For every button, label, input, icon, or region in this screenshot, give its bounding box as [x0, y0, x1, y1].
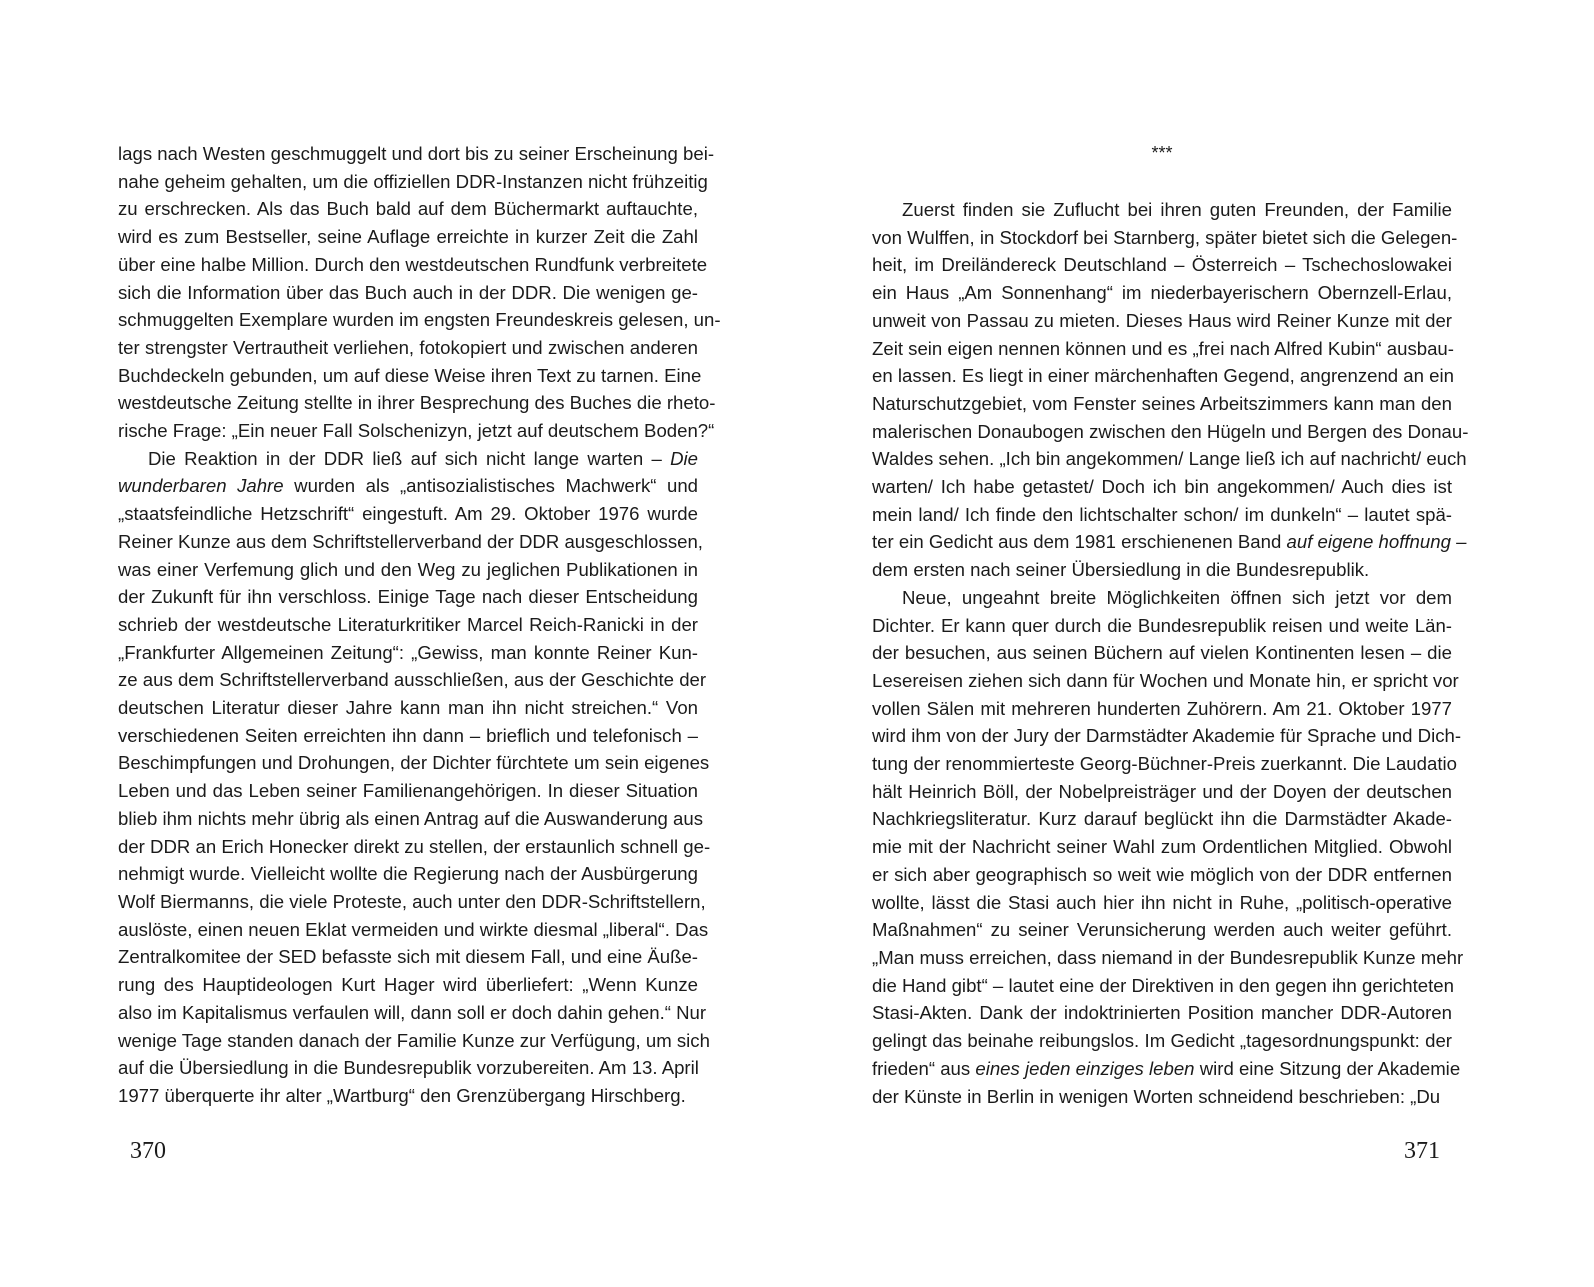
text-line: auslöste, einen neuen Eklat vermeiden und wirkte diesmal „liberal“. Das [118, 918, 709, 940]
text-line: Zuerst finden sie Zuflucht bei ihren guten Freunden, der Familie [902, 199, 1452, 220]
text-line: Leben und das Leben seiner Familienangehörigen. In dieser Situation [118, 780, 698, 802]
text-line: wird ihm von der Jury der Darmstädter Akademie für Sprache und Dich- [872, 725, 1462, 747]
text-line: gelingt das beinahe reibungslos. Im Gedicht „tagesordnungspunkt: der [872, 1030, 1452, 1052]
italic-title: auf eigene hoffnung [1286, 531, 1451, 553]
text-line: Naturschutzgebiet, vom Fenster seines Arbeitszimmers kann man den [872, 392, 1452, 414]
text-line: Zentralkomitee der SED befasste sich mit diesem Fall, und eine Äuße- [118, 946, 698, 968]
text-line: rische Frage: „Ein neuer Fall Solschenizyn, jetzt auf deutschem Boden?“ [118, 420, 715, 442]
text-line: Lesereisen ziehen sich dann für Wochen und Monate hin, er spricht vor [872, 669, 1459, 691]
text-line: Stasi-Akten. Dank der indoktrinierten Position mancher DDR-Autoren [872, 1002, 1452, 1024]
text-line: westdeutsche Zeitung stellte in ihrer Besprechung des Buches die rheto- [118, 392, 716, 414]
italic-title: wunderbaren Jahre [118, 475, 284, 497]
text-line: deutschen Literatur dieser Jahre kann man ihn nicht streichen.“ Von [118, 697, 698, 719]
text-line: „Man muss erreichen, dass niemand in der Bundesrepublik Kunze mehr [872, 946, 1464, 968]
text-line: mie mit der Nachricht seiner Wahl zum Ordentlichen Mitglied. Obwohl [872, 836, 1452, 858]
text-line: blieb ihm nichts mehr übrig als einen Antrag auf die Auswanderung aus [118, 807, 704, 829]
text-line: dem ersten nach seiner Übersiedlung in die Bundesrepublik. [872, 559, 1370, 581]
text-line: Beschimpfungen und Drohungen, der Dichter fürchtete um sein eigenes [118, 752, 710, 774]
paragraph [118, 445, 711, 1110]
text-line: über eine halbe Million. Durch den westdeutschen Rundfunk verbreitete [118, 253, 708, 275]
text-line: sich die Information über das Buch auch in der DDR. Die wenigen ge- [118, 281, 698, 303]
text-line: Die Reaktion in der DDR ließ auf sich nicht lange warten – Die [148, 447, 698, 469]
text-line: unweit von Passau zu mieten. Dieses Haus wird Reiner Kunze mit der [872, 309, 1452, 331]
right-page-text [872, 196, 1469, 1110]
text-line: Reiner Kunze aus dem Schriftstellerverband der DDR ausgeschlossen, [118, 530, 703, 552]
text-line: Neue, ungeahnt breite Möglichkeiten öffnen sich jetzt vor dem [902, 586, 1452, 608]
paragraph [872, 196, 1469, 584]
text-line: Waldes sehen. „Ich bin angekommen/ Lange ließ ich auf nachricht/ euch [872, 448, 1467, 470]
text-line: der Künste in Berlin in wenigen Worten schneidend beschrieben: „Du [872, 1085, 1441, 1107]
text-line: nehmigt wurde. Vielleicht wollte die Regierung nach der Ausbürgerung [118, 863, 698, 885]
left-page-text [118, 140, 721, 1110]
text-line: en lassen. Es liegt in einer märchenhaften Gegend, angrenzend an ein [872, 365, 1454, 387]
text-line: hält Heinrich Böll, der Nobelpreisträger und der Doyen der deutschen [872, 780, 1452, 802]
text-line: mein land/ Ich finde den lichtschalter schon/ im dunkeln“ – lautet spä- [872, 503, 1452, 525]
text-line: auf die Übersiedlung in die Bundesrepublik vorzubereiten. Am 13. April [118, 1057, 699, 1079]
text-line: Maßnahmen“ zu seiner Verunsicherung werden auch weiter geführt. [872, 919, 1452, 941]
right-page [797, 0, 1594, 1287]
text-line: zu erschrecken. Als das Buch bald auf dem Büchermarkt auftauchte, [118, 198, 698, 220]
italic-title: eines jeden einziges leben [975, 1057, 1195, 1079]
text-line: ze aus dem Schriftstellerverband ausschließen, aus der Geschichte der [118, 669, 707, 691]
text-line: der DDR an Erich Honecker direkt zu stellen, der erstaunlich schnell ge- [118, 835, 711, 857]
text-line: Nachkriegsliteratur. Kurz darauf beglückt ihn die Darmstädter Akade- [872, 808, 1452, 830]
text-line: frieden“ aus eines jeden einziges leben wird eine Sitzung der Akademie [872, 1057, 1461, 1079]
section-break-ornament: *** [1151, 143, 1173, 163]
left-page-number: 370 [130, 1138, 166, 1164]
text-line: die Hand gibt“ – lautet eine der Direktiven in den gegen ihn gerichteten [872, 974, 1454, 996]
text-line: er sich aber geographisch so weit wie möglich von der DDR entfernen [872, 863, 1452, 885]
text-line: „staatsfeindliche Hetzschrift“ eingestuft. Am 29. Oktober 1976 wurde [118, 503, 698, 525]
text-line: „Frankfurter Allgemeinen Zeitung“: „Gewiss, man konnte Reiner Kun- [118, 641, 698, 663]
text-line: malerischen Donaubogen zwischen den Hügeln und Bergen des Donau- [872, 420, 1469, 442]
text-line: 1977 überquerte ihr alter „Wartburg“ den Grenzübergang Hirschberg. [118, 1084, 686, 1106]
text-line: wunderbaren Jahre wurden als „antisozialistisches Machwerk“ und [118, 475, 698, 497]
text-line: lags nach Westen geschmuggelt und dort bis zu seiner Erscheinung bei- [118, 143, 715, 164]
text-line: warten/ Ich habe getastet/ Doch ich bin angekommen/ Auch dies ist [872, 476, 1452, 498]
text-line: der besuchen, aus seinen Büchern auf vielen Kontinenten lesen – die [872, 642, 1452, 664]
text-line: wird es zum Bestseller, seine Auflage erreichte in kurzer Zeit die Zahl [118, 226, 698, 248]
text-line: rung des Hauptideologen Kurt Hager wird überliefert: „Wenn Kunze [118, 974, 698, 996]
paragraph [872, 584, 1464, 1110]
text-line: schrieb der westdeutsche Literaturkritiker Marcel Reich-Ranicki in der [118, 613, 698, 635]
text-line: wenige Tage standen danach der Familie Kunze zur Verfügung, um sich [118, 1029, 710, 1051]
text-line: ter ein Gedicht aus dem 1981 erschienenen Band auf eigene hoffnung – [872, 531, 1467, 553]
text-line: Zeit sein eigen nennen können und es „frei nach Alfred Kubin“ ausbau- [872, 337, 1454, 359]
text-line: Buchdeckeln gebunden, um auf diese Weise ihren Text zu tarnen. Eine [118, 364, 702, 386]
text-line: schmuggelten Exemplare wurden im engsten Freundeskreis gelesen, un- [118, 309, 721, 331]
text-line: Wolf Biermanns, die viele Proteste, auch unter den DDR-Schriftstellern, [118, 890, 706, 912]
text-line: der Zukunft für ihn verschloss. Einige Tage nach dieser Entscheidung [118, 586, 698, 608]
text-line: also im Kapitalismus verfaulen will, dann soll er doch dahin gehen.“ Nur [118, 1001, 707, 1023]
text-line: ter strengster Vertrautheit verliehen, fotokopiert und zwischen anderen [118, 336, 698, 358]
text-line: von Wulffen, in Stockdorf bei Starnberg, später bietet sich die Gelegen- [872, 226, 1458, 248]
text-line: ein Haus „Am Sonnenhang“ im niederbayerischern Obernzell-Erlau, [872, 282, 1452, 304]
text-line: Dichter. Er kann quer durch die Bundesrepublik reisen und weite Län- [872, 614, 1452, 636]
text-line: was einer Verfemung glich und den Weg zu jeglichen Publikationen in [118, 558, 698, 580]
text-line: verschiedenen Seiten erreichten ihn dann – brieflich und telefonisch – [118, 724, 698, 746]
text-line: tung der renommierteste Georg-Büchner-Preis zuerkannt. Die Laudatio [872, 753, 1457, 775]
text-line: vollen Sälen mit mehreren hunderten Zuhörern. Am 21. Oktober 1977 [872, 697, 1452, 719]
text-line: wollte, lässt die Stasi auch hier ihn nicht in Ruhe, „politisch-operative [872, 891, 1452, 913]
text-line: heit, im Dreiländereck Deutschland – Österreich – Tschechoslowakei [872, 254, 1452, 276]
text-line: nahe geheim gehalten, um die offiziellen DDR-Instanzen nicht frühzeitig [118, 170, 708, 192]
right-page-number: 371 [1404, 1138, 1440, 1164]
paragraph [118, 140, 721, 445]
italic-title: Die [670, 447, 698, 469]
